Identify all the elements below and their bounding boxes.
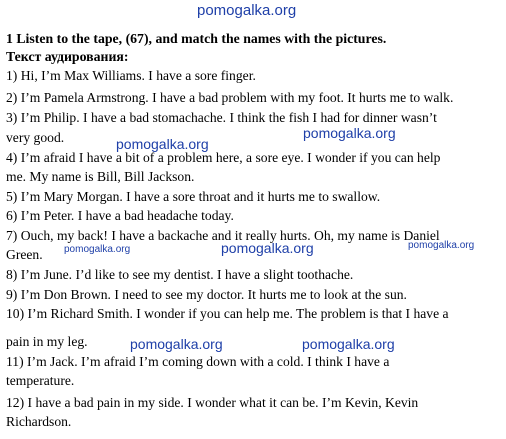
- exercise-title: 1 Listen to the tape, (67), and match the names with the pictures.: [6, 31, 387, 46]
- watermark-lower-left: pomogalka.org: [130, 336, 223, 352]
- transcript-line-11-cont: temperature.: [6, 373, 75, 388]
- transcript-line-7: 7) Ouch, my back! I have a backache and it really hurts. Oh, my name is Daniel: [6, 228, 440, 243]
- transcript-line-10: 10) I’m Richard Smith. I wonder if you can help me. The problem is that I have a: [6, 306, 449, 321]
- watermark-mid-left: pomogalka.org: [116, 136, 209, 152]
- transcript-line-8: 8) I’m June. I’d like to see my dentist. I have a slight toothache.: [6, 267, 354, 282]
- exercise-subtitle: Текст аудирования:: [6, 49, 129, 64]
- transcript-line-3: 3) I’m Philip. I have a bad stomachache. I think the fish I had for dinner wasn’t: [6, 110, 437, 125]
- transcript-line-7-cont: Green.: [6, 247, 43, 262]
- transcript-line-1: 1) Hi, I’m Max Williams. I have a sore finger.: [6, 68, 256, 83]
- watermark-mid-right: pomogalka.org: [303, 125, 396, 141]
- transcript-line-5: 5) I’m Mary Morgan. I have a sore throat and it hurts me to swallow.: [6, 189, 381, 204]
- watermark-small-left: pomogalka.org: [64, 244, 131, 255]
- transcript-line-4: 4) I’m afraid I have a bit of a problem here, a sore eye. I wonder if you can help: [6, 150, 441, 165]
- watermark-top: pomogalka.org: [197, 2, 297, 19]
- transcript-line-2: 2) I’m Pamela Armstrong. I have a bad problem with my foot. It hurts me to walk.: [6, 90, 454, 105]
- transcript-line-4-cont: me. My name is Bill, Bill Jackson.: [6, 169, 195, 184]
- transcript-line-11: 11) I’m Jack. I’m afraid I’m coming down with a cold. I think I have a: [6, 354, 390, 369]
- watermark-small-right: pomogalka.org: [408, 240, 475, 251]
- watermark-lower-right: pomogalka.org: [302, 336, 395, 352]
- transcript-line-12: 12) I have a bad pain in my side. I wonder what it can be. I’m Kevin, Kevin: [6, 395, 419, 410]
- transcript-line-10-cont: pain in my leg.: [6, 334, 88, 349]
- transcript-line-9: 9) I’m Don Brown. I need to see my doctor. It hurts me to look at the sun.: [6, 287, 407, 302]
- transcript-line-12-cont: Richardson.: [6, 414, 72, 429]
- transcript-line-6: 6) I’m Peter. I have a bad headache today.: [6, 208, 234, 223]
- watermark-center: pomogalka.org: [221, 240, 314, 256]
- transcript-line-3-cont: very good.: [6, 130, 65, 145]
